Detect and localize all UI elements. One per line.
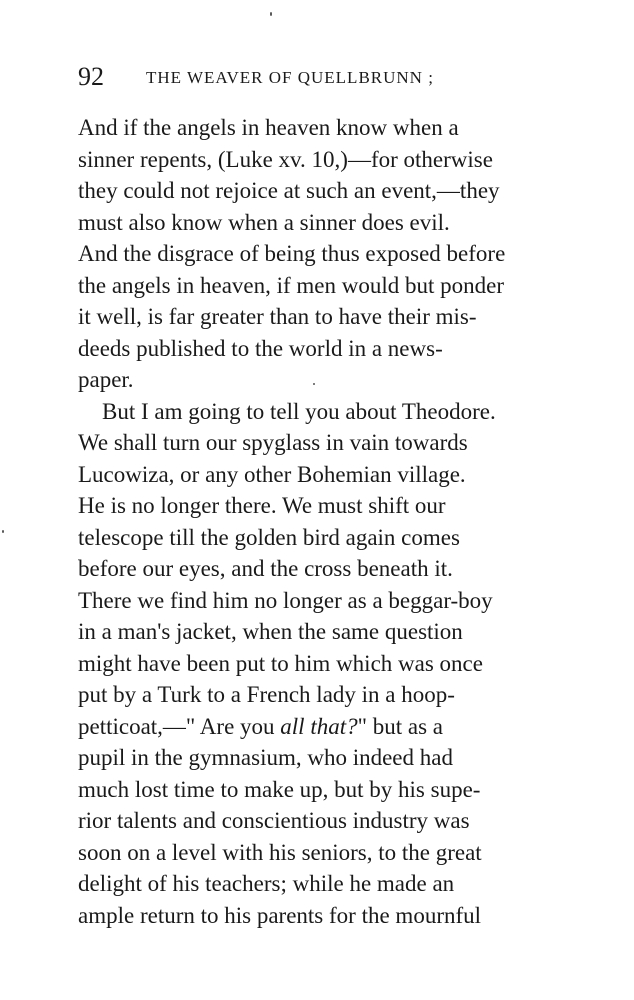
text-line: they could not rejoice at such an event,—they	[78, 178, 500, 203]
text-line: much lost time to make up, but by his supe-	[78, 776, 481, 802]
text-line: might have been put to him which was once	[78, 650, 483, 676]
text-line: And the disgrace of being thus exposed before	[78, 241, 506, 266]
text-line: delight of his teachers; while he made an	[78, 871, 455, 896]
text-line: telescope till the golden bird again comes	[78, 524, 460, 550]
text-line: We shall turn our spyglass in vain towards	[78, 430, 468, 455]
text-line: deeds published to the world in a news-	[78, 335, 443, 361]
text-line: paper.	[78, 367, 134, 392]
text-line: put by a Turk to a French lady in a hoop-	[78, 682, 455, 707]
italic-phrase: all that?	[280, 713, 358, 739]
text-line: in a man's jacket, when the same question	[78, 619, 463, 644]
text-line: sinner repents, (Luke xv. 10,)—for otherwise	[78, 146, 493, 172]
text-segment: " but as a	[357, 713, 444, 739]
text-line: But I am going to tell you about Theodore.	[102, 398, 496, 424]
text-line: Lucowiza, or any other Bohemian village.	[78, 461, 466, 487]
text-line: He is no longer there. We must shift our	[78, 493, 446, 518]
text-line: There we find him no longer as a beggar-boy	[78, 587, 493, 613]
text-line-with-italic	[78, 711, 568, 743]
page-header	[78, 62, 568, 92]
body-text	[78, 112, 568, 931]
print-speck	[270, 12, 272, 16]
text-line: must also know when a sinner does evil.	[78, 209, 450, 235]
text-line: soon on a level with his seniors, to the great	[78, 839, 482, 865]
print-speck	[2, 530, 4, 533]
text-line: And if the angels in heaven know when a	[78, 115, 459, 140]
print-speck	[313, 383, 315, 385]
text-line: before our eyes, and the cross beneath it.	[78, 556, 453, 581]
text-line: pupil in the gymnasium, who indeed had	[78, 745, 453, 770]
text-line: ample return to his parents for the mournful	[78, 902, 482, 928]
text-line: the angels in heaven, if men would but ponder	[78, 272, 505, 298]
text-line: rior talents and conscientious industry was	[78, 808, 470, 833]
running-title: THE WEAVER OF QUELLBRUNN ;	[146, 68, 434, 87]
page-number: 92	[78, 62, 104, 91]
text-line: it well, is far greater than to have their mis-	[78, 304, 477, 329]
text-segment: petticoat,—" Are you	[78, 713, 281, 739]
